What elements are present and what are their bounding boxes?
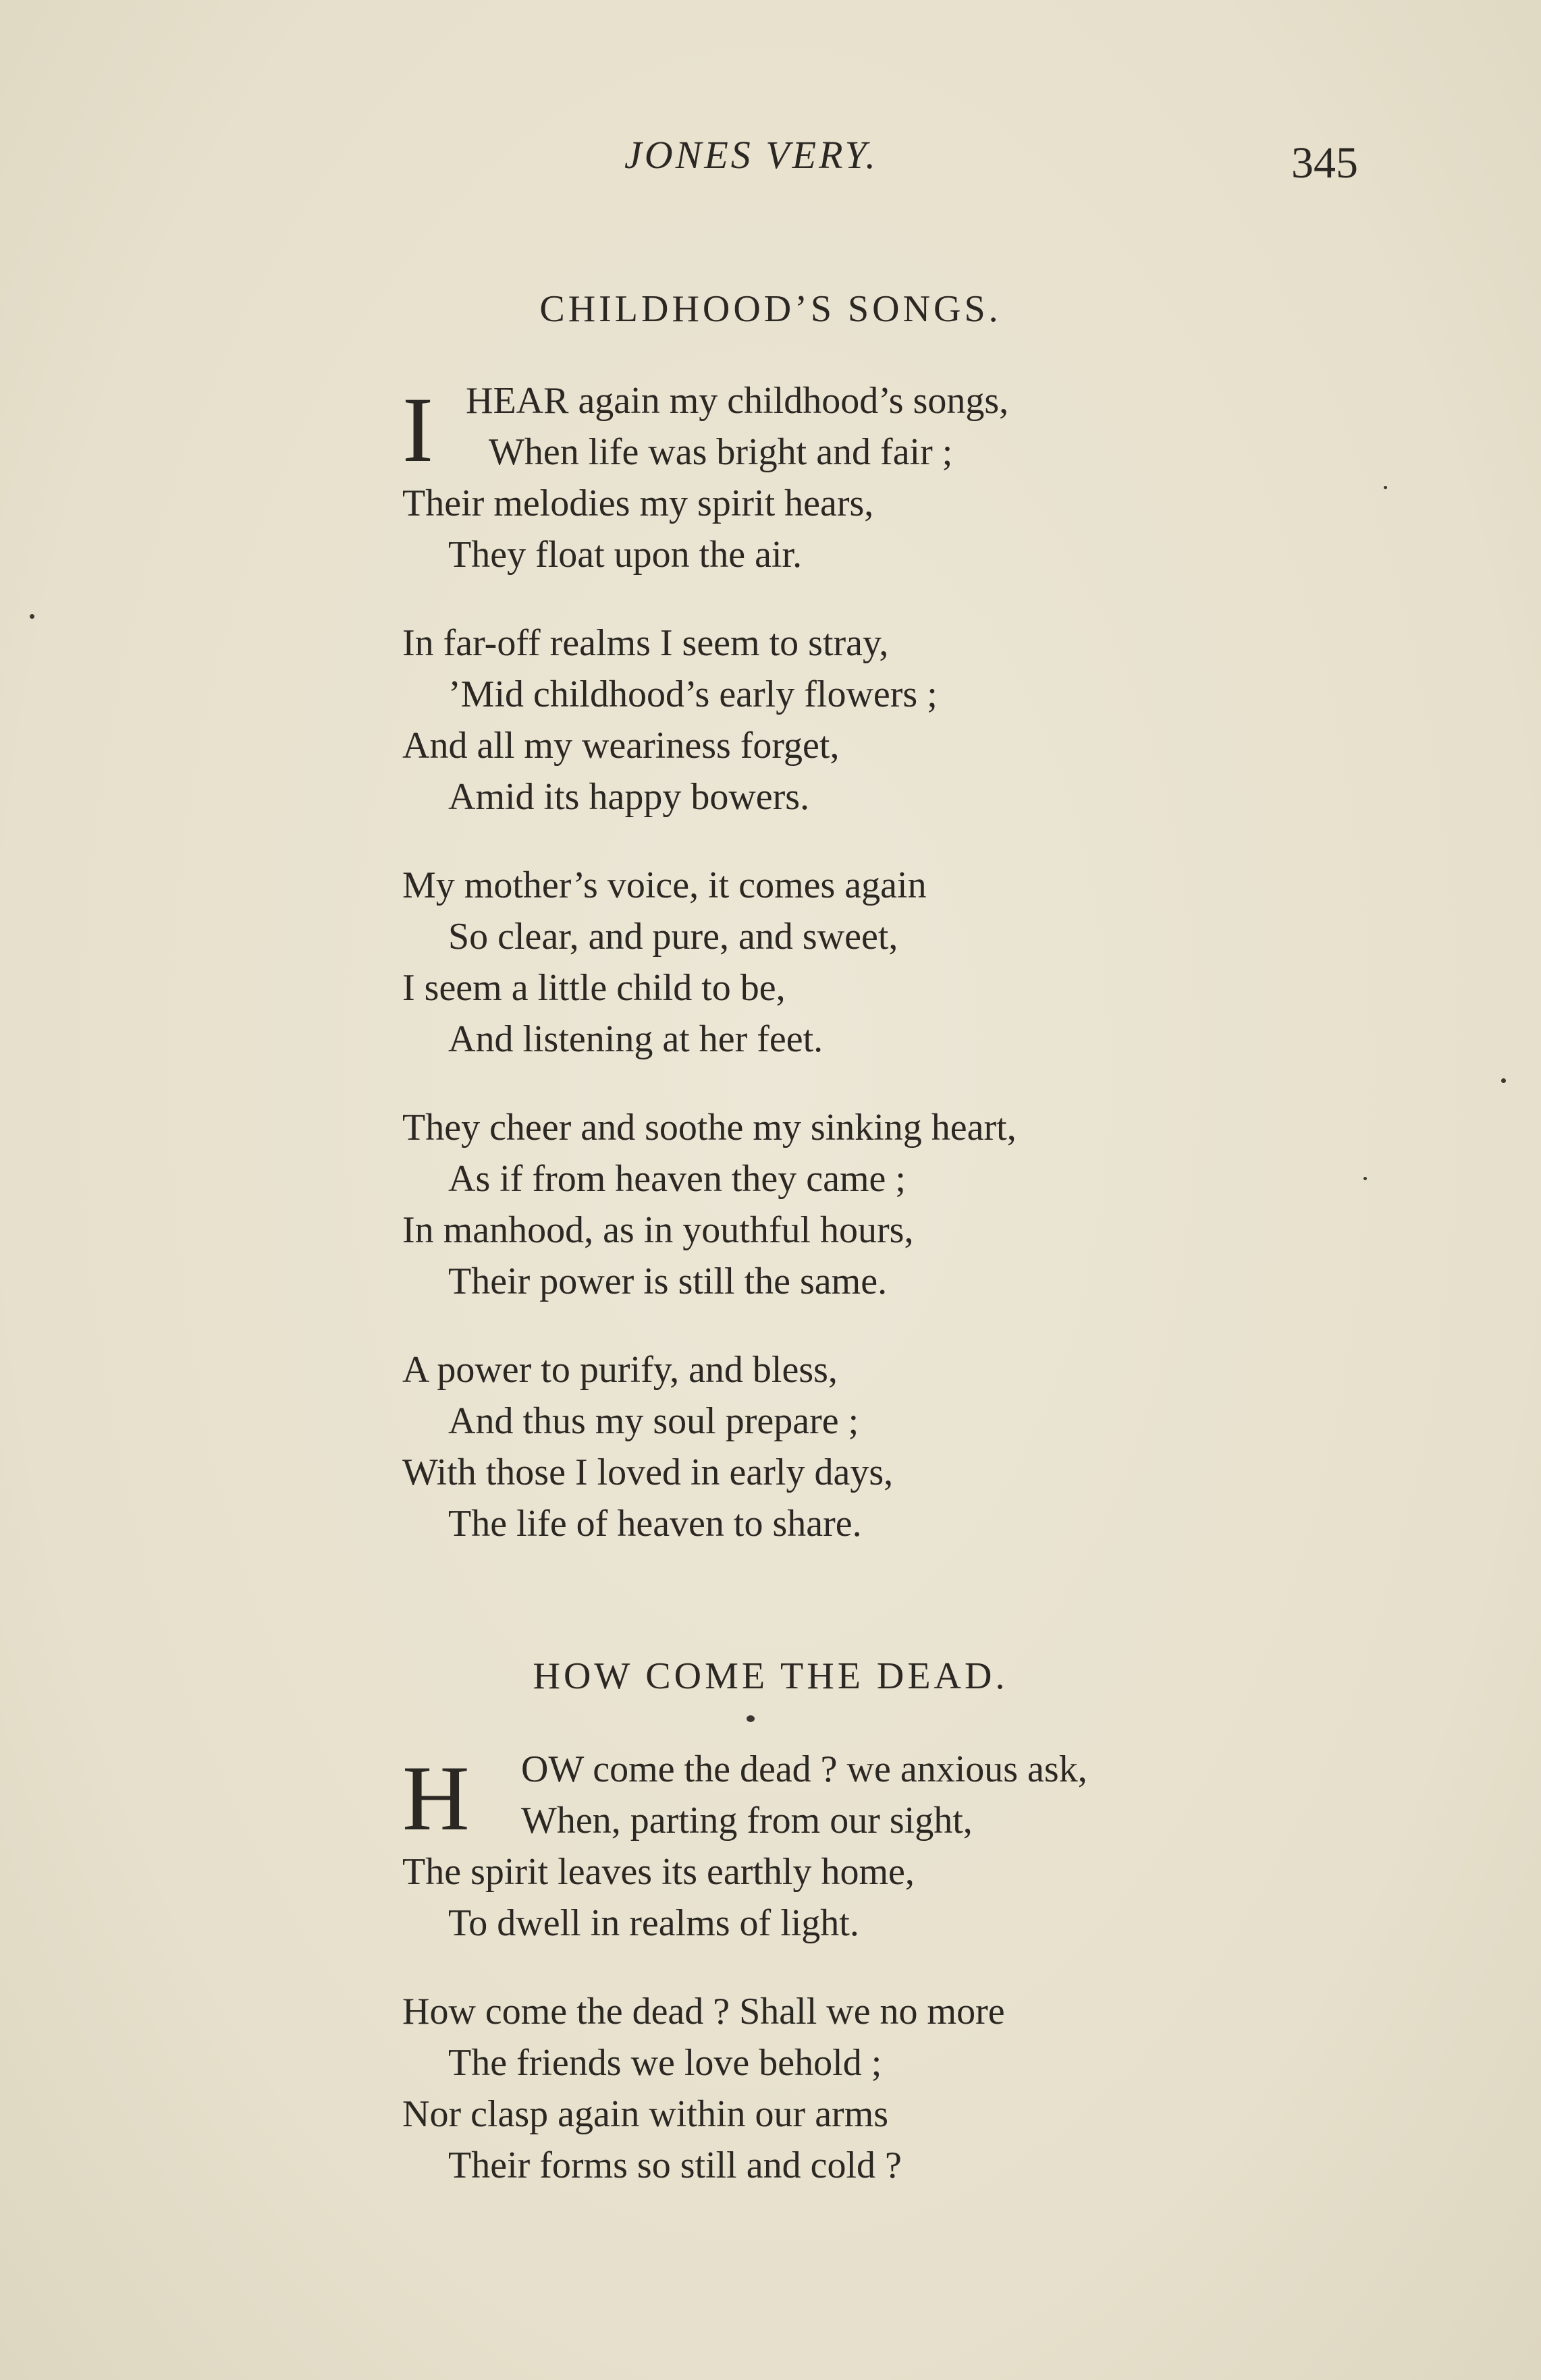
- poem-line: I HEAR again my childhood’s songs,: [402, 378, 1009, 481]
- poem-line: And listening at her feet.: [448, 1018, 823, 1060]
- poem-line: How come the dead ? Shall we no more: [402, 1991, 1005, 2032]
- stanza: [402, 375, 1280, 580]
- poem-title-childhoods-songs: CHILDHOOD’S SONGS.: [539, 288, 1002, 330]
- poem-line: I seem a little child to be,: [402, 967, 786, 1009]
- poem-line: Their power is still the same.: [448, 1261, 888, 1302]
- poem-line: They cheer and soothe my sinking heart,: [402, 1107, 1017, 1149]
- poem-line: In far-off realms I seem to stray,: [402, 622, 889, 664]
- stanza: [402, 617, 1280, 823]
- poem-line: Their melodies my spirit hears,: [402, 482, 874, 524]
- page-number: 345: [1291, 138, 1358, 188]
- running-head: [0, 132, 1541, 186]
- poem-line: They float upon the air.: [448, 534, 803, 576]
- stanza: [402, 1744, 1280, 1949]
- ink-speck: [747, 1715, 755, 1722]
- poem-line: When, parting from our sight,: [521, 1800, 973, 1842]
- running-title: JONES VERY.: [624, 133, 878, 177]
- poem-line: With those I loved in early days,: [402, 1451, 894, 1493]
- poem-line: Nor clasp again within our arms: [402, 2093, 889, 2135]
- stanza: [402, 860, 1280, 1065]
- drop-cap: H: [402, 1746, 470, 1850]
- poem-line: The life of heaven to share.: [448, 1503, 862, 1545]
- drop-cap: I: [402, 378, 433, 481]
- poem-title-how-come-the-dead: HOW COME THE DEAD.: [533, 1655, 1008, 1697]
- poem-line: ’Mid childhood’s early flowers ;: [448, 673, 938, 715]
- ink-speck: [1384, 486, 1387, 489]
- poem-line: H OW come the dead ? we anxious ask,: [402, 1746, 1087, 1850]
- poem-line: When life was bright and fair ;: [489, 431, 953, 473]
- poem-line: Their forms so still and cold ?: [448, 2144, 902, 2186]
- poem-line: A power to purify, and bless,: [402, 1349, 838, 1391]
- poem-line: And thus my soul prepare ;: [448, 1400, 859, 1442]
- poem-line: And all my weariness forget,: [402, 725, 840, 767]
- stanza: [402, 1344, 1280, 1549]
- poem-line: My mother’s voice, it comes again: [402, 864, 927, 906]
- poem-how-come-the-dead: [402, 1744, 1280, 2228]
- stanza: [402, 1102, 1280, 1307]
- poem-line: In manhood, as in youthful hours,: [402, 1209, 914, 1251]
- poem-line: The spirit leaves its earthly home,: [402, 1851, 915, 1893]
- ink-speck: [1501, 1078, 1506, 1083]
- poem-line: To dwell in realms of light.: [448, 1902, 859, 1944]
- poem-line: As if from heaven they came ;: [448, 1158, 906, 1200]
- ink-speck: [30, 614, 34, 619]
- poem-childhoods-songs: [402, 375, 1280, 1586]
- poem-line: So clear, and pure, and sweet,: [448, 916, 898, 958]
- poem-line: Amid its happy bowers.: [448, 776, 810, 818]
- stanza: [402, 1986, 1280, 2191]
- ink-speck: [1363, 1177, 1367, 1180]
- poem-line: The friends we love behold ;: [448, 2042, 882, 2084]
